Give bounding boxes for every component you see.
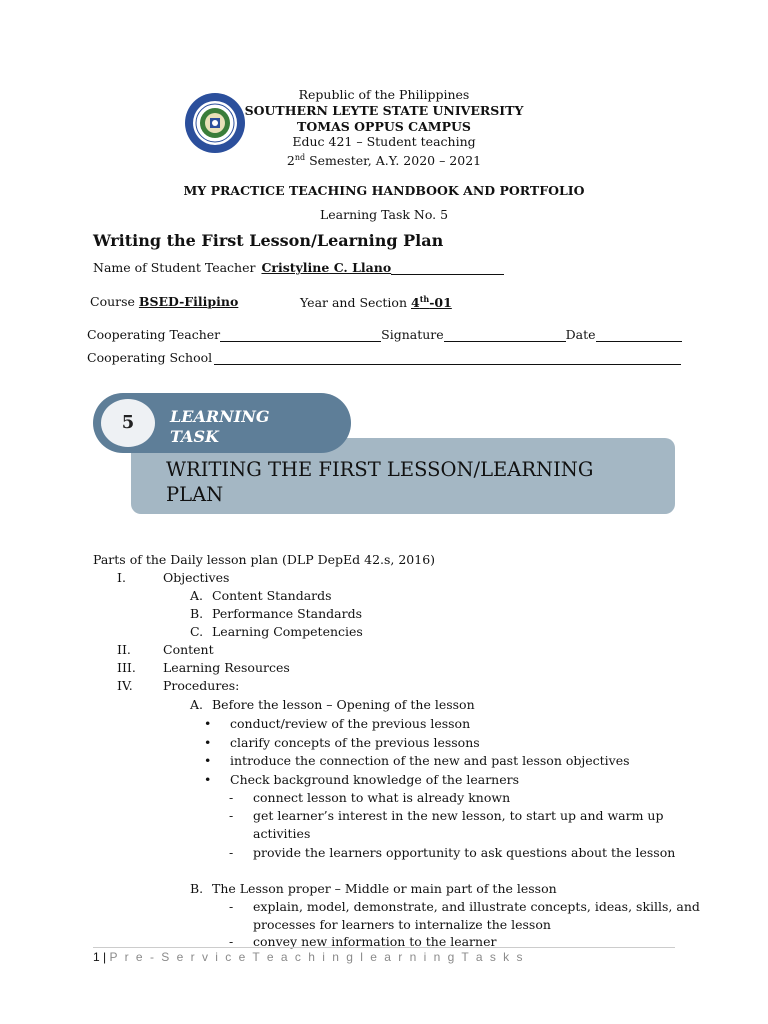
cooperating-school-row (87, 350, 681, 365)
list-text: conduct/review of the previous lesson (230, 716, 471, 731)
list-marker: • (204, 735, 212, 750)
list-text: introduce the connection of the new and past lesson objectives (230, 753, 630, 768)
list-text: Learning Competencies (212, 624, 363, 639)
footer-rule (93, 947, 675, 948)
list-text: Procedures: (163, 678, 240, 693)
page-number: 1 (93, 950, 100, 964)
year-number: 4 (411, 295, 420, 311)
year-suffix: th (419, 294, 430, 304)
list-marker: - (229, 934, 234, 949)
course-value: BSED-Filipino (138, 294, 239, 309)
footer (93, 950, 525, 964)
header-campus: TOMAS OPPUS CAMPUS (297, 119, 471, 134)
year-section-field (300, 294, 452, 310)
course-field (90, 294, 238, 309)
cooperating-teacher-label: Cooperating Teacher (87, 327, 221, 342)
student-teacher-field (93, 260, 504, 275)
page-title: Writing the First Lesson/Learning Plan (93, 231, 444, 250)
list-text: connect lesson to what is already known (253, 790, 511, 805)
list-marker: III. (117, 660, 136, 675)
header-republic: Republic of the Philippines (298, 87, 470, 102)
list-marker: IV. (117, 678, 133, 693)
list-text: get learner’s interest in the new lesson, to start up and warm up (253, 808, 664, 823)
list-marker: • (204, 753, 212, 768)
list-marker: - (229, 899, 234, 914)
list-marker: A. (190, 697, 204, 712)
date-line (596, 328, 682, 342)
list-text: Learning Resources (163, 660, 290, 675)
list-text: provide the learners opportunity to ask questions about the lesson (253, 845, 676, 860)
list-marker: I. (117, 570, 126, 585)
list-marker: II. (117, 642, 131, 657)
list-text: Objectives (163, 570, 230, 585)
list-text: Content Standards (212, 588, 332, 603)
list-marker: • (204, 772, 212, 787)
list-text: Check background knowledge of the learners (230, 772, 520, 787)
footer-label: P r e - S e r v i c e T e a c h i n g l e a r n i n g T a s k s (109, 950, 525, 964)
list-marker: A. (190, 588, 204, 603)
task-number-badge: 5 (101, 399, 155, 447)
semester-number: 2 (286, 153, 295, 169)
dlp-intro: Parts of the Daily lesson plan (DLP DepEd 42.s, 2016) (93, 552, 436, 567)
list-marker: - (229, 790, 234, 805)
list-text: convey new information to the learner (253, 934, 497, 949)
date-label: Date (565, 327, 596, 342)
list-marker: B. (190, 606, 204, 621)
learning-task-label: LEARNING TASK (170, 407, 270, 446)
section-value: -01 (429, 295, 452, 311)
list-marker: - (229, 845, 234, 860)
handbook-title: MY PRACTICE TEACHING HANDBOOK AND PORTFOLIO (183, 183, 585, 198)
signature-line (444, 328, 566, 342)
list-text: Before the lesson – Opening of the lesson (212, 697, 475, 712)
year-section-label: Year and Section (300, 295, 408, 311)
list-text: Performance Standards (212, 606, 363, 621)
student-line (391, 261, 504, 275)
cooperating-school-line (214, 351, 681, 365)
cooperating-school-label: Cooperating School (87, 350, 213, 365)
list-text: Content (163, 642, 214, 657)
footer-separator: | (99, 950, 110, 964)
list-text: activities (253, 826, 311, 841)
list-marker: B. (190, 881, 204, 896)
list-text: processes for learners to internalize the lesson (253, 917, 551, 932)
list-text: explain, model, demonstrate, and illustrate concepts, ideas, skills, and (253, 899, 700, 914)
list-text: The Lesson proper – Middle or main part of the lesson (212, 881, 557, 896)
signature-label: Signature (381, 327, 444, 342)
task-heading: WRITING THE FIRST LESSON/LEARNING PLAN (166, 458, 594, 506)
task-number: Learning Task No. 5 (319, 207, 449, 222)
list-text: clarify concepts of the previous lessons (230, 735, 480, 750)
semester-suffix: nd (294, 153, 306, 162)
cooperating-teacher-row (87, 327, 682, 342)
cooperating-teacher-line (220, 328, 381, 342)
list-marker: - (229, 808, 234, 823)
list-marker: C. (190, 624, 204, 639)
semester-text: Semester, A.Y. 2020 – 2021 (305, 153, 482, 169)
student-teacher-label: Name of Student Teacher (93, 260, 256, 275)
header-course: Educ 421 – Student teaching (292, 134, 476, 149)
course-label: Course (90, 294, 135, 309)
header-university: SOUTHERN LEYTE STATE UNIVERSITY (244, 103, 524, 118)
student-teacher-value: Cristyline C. Llano (261, 260, 392, 275)
list-marker: • (204, 716, 212, 731)
header-semester (0, 150, 768, 169)
